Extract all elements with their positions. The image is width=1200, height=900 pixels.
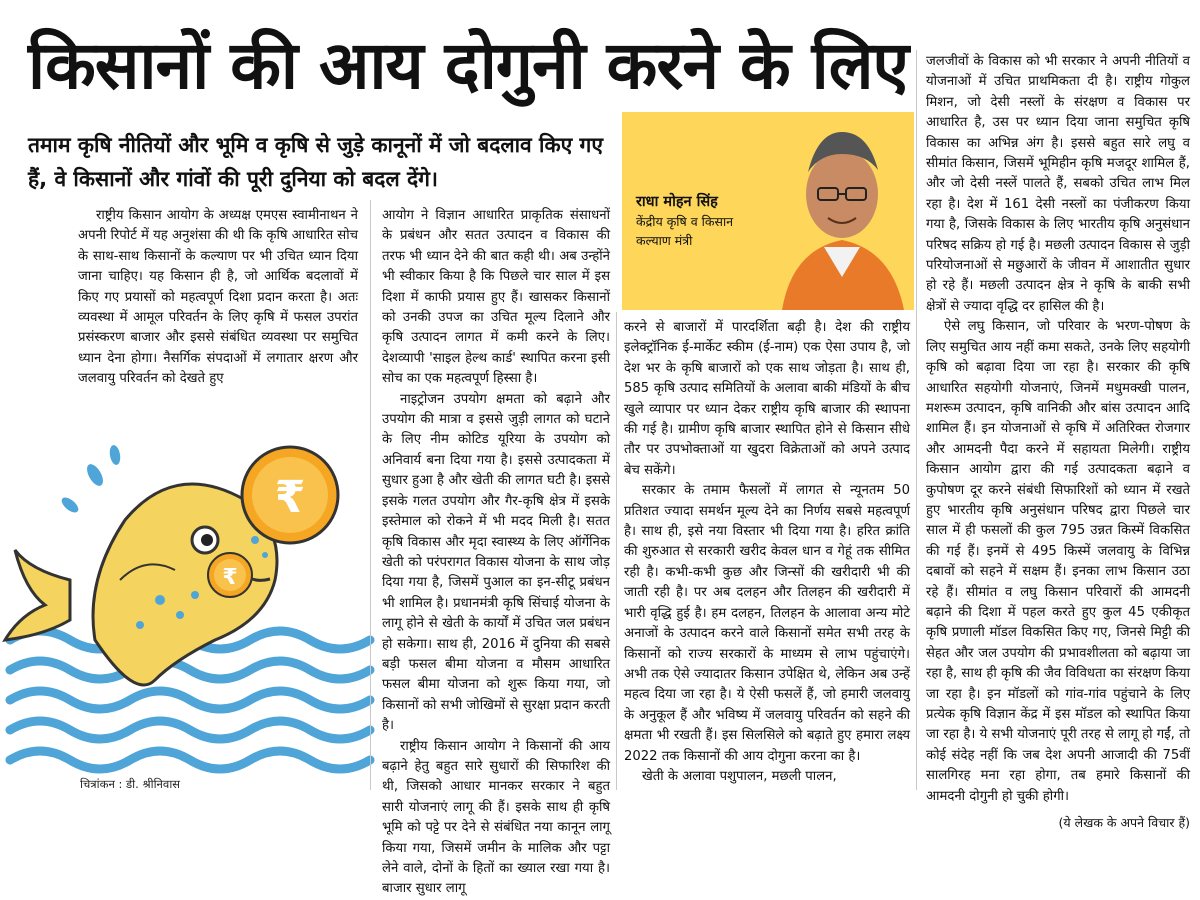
svg-text:₹: ₹	[222, 565, 238, 590]
author-credit	[636, 192, 786, 250]
paragraph: आयोग ने विज्ञान आधारित प्राकृतिक संसाधनों के प्रबंधन और सतत उत्पादन व विकास की तरफ भी ध्यान देने की बात कही थी। अब उन्होंने भी स्वीकार किया है कि पिछले चार साल में इस दिशा में काफी प्रयास हुए हैं। खासकर किसानों को उनकी उपज का उचित मूल्य दिलाने और कृषि उत्पादन लागत में कमी करने के लिए। देशव्यापी 'साइल हेल्थ कार्ड' स्थापित करना इसी सोच का एक महत्वपूर्ण हिस्सा है।	[382, 208, 610, 387]
author-title-line1: केंद्रीय कृषि व किसान	[636, 214, 734, 229]
column-divider	[616, 312, 617, 790]
paragraph: ऐसे लघु किसान, जो परिवार के भरण-पोषण के लिए समुचित आय नहीं कमा सकते, उनके लिए सहयोगी कृषि को बढ़ावा दिया जा रहा है। सरकार की कृषि आधारित सहयोगी योजनाएं, जिनमें मधुमक्खी पालन, मशरूम उत्पादन, कृषि वानिकी और बांस उत्पादन आदि शामिल हैं। इन योजनाओं से कृषि में अतिरिक्त रोजगार और आमदनी पैदा करने में सहायता मिलेगी। राष्ट्रीय किसान आयोग द्वारा की गई उत्पादकता बढ़ाने व कुपोषण दूर करने संबंधी सिफारिशों को ध्यान में रखते हुए भारतीय कृषि अनुसंधान परिषद द्वारा पिछले चार साल में ही फसलों की कुल 795 उन्नत किस्में विकसित की गई हैं। इनमें से 495 किस्में जलवायु के विभिन्न दबावों को सहने में सक्षम हैं। इनका लाभ किसान उठा रहे हैं। सीमांत व लघु किसान परिवारों की आमदनी बढ़ाने की दिशा में पहल करते हुए कुल 45 एकीकृत कृषि प्रणाली मॉडल विकसित किए गए, जिनसे मिट्टी की सेहत और जल उपयोग की प्रभावशीलता को बढ़ाया जा रहा है, साथ ही कृषि की जैव विविधता का संरक्षण किया जा रहा है। इन मॉडलों को गांव-गांव पहुंचाने के लिए प्रत्येक कृषि विज्ञान केंद्र में इस मॉडल को स्थापित किया जा रहा है। ये सभी योजनाएं पूरी तरह से लागू हो गईं, तो कोई संदेह नहीं कि जब देश अपनी आजादी की 75वीं सालगिरह मना रहा होगा, तब हमारे किसानों की आमदनी दोगुनी हो चुकी होगी।	[926, 319, 1190, 804]
author-disclaimer: (ये लेखक के अपने विचार हैं)	[1058, 815, 1190, 831]
paragraph: राष्ट्रीय किसान आयोग के अध्यक्ष एमएस स्वामीनाथन ने अपनी रिपोर्ट में यह अनुशंसा की थी कि कृषि आधारित सोच के साथ-साथ किसानों के कल्याण पर भी उचित ध्यान दिया जाना चाहिए। यह किसान ही है, जो आर्थिक बदलावों में किए गए प्रयासों को महत्वपूर्ण दिशा प्रदान करता है। अतः व्यवस्था में आमूल परिवर्तन के लिए कृषि में फसल उपरांत प्रसंस्करण बाजार और इससे संबंधित व्यवस्था पर समुचित ध्यान देना होगा। नैसर्गिक संपदाओं में लगातार क्षरण और जलवायु परिवर्तन को देखते हुए	[78, 208, 358, 387]
article-column-4	[926, 52, 1190, 831]
svg-text:₹: ₹	[274, 472, 306, 523]
author-profile-box	[622, 112, 914, 310]
fish-coins-illustration	[0, 340, 370, 785]
subheadline: तमाम कृषि नीतियों और भूमि व कृषि से जुड़े कानूनों में जो बदलाव किए गए हैं, वे किसानों और गांवों की पूरी दुनिया को बदल देंगे।	[28, 133, 603, 191]
article-column-3	[624, 318, 910, 788]
illustration-credit: चित्रांकन : डी. श्रीनिवास	[80, 777, 181, 791]
article-column-1	[78, 206, 358, 387]
author-portrait	[772, 112, 914, 310]
article-column-2	[382, 206, 610, 897]
paragraph: खेती के अलावा पशुपालन, मछली पालन,	[642, 768, 837, 784]
paragraph: जलजीवों के विकास को भी सरकार ने अपनी नीतियों व योजनाओं में उचित प्राथमिकता दी है। राष्ट्रीय गोकुल मिशन, जो देसी नस्लों के संरक्षण व विकास पर आधारित है, उस पर ध्यान दिया जाना समुचित कृषि विकास का अभिन्न अंग है। इससे बहुत सारे लघु व सीमांत किसान, जिसमें भूमिहीन कृषि मजदूर शामिल हैं, और जो देसी नस्लें पालते हैं, सबको उचित लाभ मिल रहा है। देश में 161 देसी नस्लों का पंजीकरण किया गया है, जिसके विकास के लिए भारतीय कृषि अनुसंधान परिषद सक्रिय हो गई है। मछली उत्पादन विकास से जुड़ी परियोजनाओं से मछुआरों के जीवन में आशातीत सुधार हो रहे हैं। मछली उत्पादन क्षेत्र ने कृषि के बाकी सभी क्षेत्रों से ज्यादा वृद्धि दर हासिल की है।	[926, 54, 1190, 314]
column-divider	[916, 50, 917, 790]
paragraph: सरकार के तमाम फैसलों में लागत से न्यूनतम 50 प्रतिशत ज्यादा समर्थन मूल्य देने का निर्णय सबसे महत्वपूर्ण है। साथ ही, इसे नया विस्तार भी दिया गया है। हरित क्रांति की शुरुआत से सरकारी खरीद केवल धान व गेहूं तक सीमित रही है। कभी-कभी कुछ और जिन्सों की खरीदारी भी की जाती रही है। पर अब दलहन और तिलहन की खरीदारी में भारी वृद्धि हुई है। हम दलहन, तिलहन के आलावा अन्य मोटे अनाजों के उत्पादन करने वाले किसानों समेत सभी तरह के किसानों को राज्य सरकारों के माध्यम से लाभ पहुंचाएंगे। अभी तक ऐसे ज्यादातर किसान उपेक्षित थे, लेकिन अब उन्हें महत्व दिया जा रहा है। ये ऐसी फसलें हैं, जो हमारी जलवायु के अनुकूल हैं और भविष्य में जलवायु परिवर्तन को सहने की क्षमता भी रखती हैं। इस सिलसिले को बढ़ाते हुए हमारा लक्ष्य 2022 तक किसानों की आय दोगुना करना का है।	[624, 483, 910, 764]
paragraph: करने से बाजारों में पारदर्शिता बढ़ी है। देश की राष्ट्रीय इलेक्ट्रॉनिक ई-मार्केट स्कीम (ई-नाम) एक ऐसा उपाय है, जो देश भर के कृषि बाजारों को एक साथ जोड़ता है। साथ ही, 585 कृषि उत्पाद समितियों के अलावा बाकी मंडियों के बीच खुले व्यापार पर ध्यान देकर राष्ट्रीय कृषि बाजार की स्थापना की गई है। ग्रामीण कृषि बाजार स्थापित होने से किसान सीधे तौर पर उपभोक्ताओं या खुदरा विक्रेताओं को अपने उत्पाद बेच सकेंगे।	[624, 320, 910, 478]
rupee-coin-small	[208, 553, 252, 597]
paragraph: राष्ट्रीय किसान आयोग ने किसानों की आय बढ़ाने हेतु बहुत सारे सुधारों की सिफारिश की थी, जिसको आधार मानकर सरकार ने बहुत सारी योजनाएं लागू की हैं। इसके साथ ही कृषि भूमि को पट्टे पर देने से संबंधित नया कानून लागू किया गया, जिसमें जमीन के मालिक और पट्टा लेने वाले, दोनों के हितों का ख्याल रखा गया है। बाजार सुधार लागू	[382, 738, 610, 897]
paragraph: नाइट्रोजन उपयोग क्षमता को बढ़ाने और उपयोग की मात्रा व इससे जुड़ी लागत को घटाने के लिए नीम कोटिड यूरिया के उपयोग को अनिवार्य बना दिया गया है। इससे उत्पादकता में सुधार हुआ है और खेती की लागत घटी है। इससे इसके गलत उपयोग और गैर-कृषि क्षेत्र में इसके इस्तेमाल को रोकने में भी मदद मिली है। सतत कृषि विकास और मृदा स्वास्थ्य के लिए ऑर्गेनिक खेती को परंपरागत विकास योजना के साथ जोड़ दिया गया है, जिसमें पुआल का इन-सीटू प्रबंधन भी शामिल है। प्रधानमंत्री कृषि सिंचाई योजना के लागू होने से खेती के कार्यों में उचित जल प्रबंधन हो सकेगा। साथ ही, 2016 में दुनिया की सबसे बड़ी फसल बीमा योजना व मौसम आधारित फसल बीमा योजना को शुरू किया गया, जो किसानों को सभी जोखिमों से सुरक्षा प्रदान करती है।	[382, 391, 610, 734]
rupee-coin-large	[242, 447, 338, 543]
author-title-line2: कल्याण मंत्री	[636, 233, 693, 248]
headline: किसानों की आय दोगुनी करने के लिए	[28, 27, 908, 104]
column-divider	[370, 200, 371, 790]
author-name: राधा मोहन सिंह	[636, 194, 718, 210]
